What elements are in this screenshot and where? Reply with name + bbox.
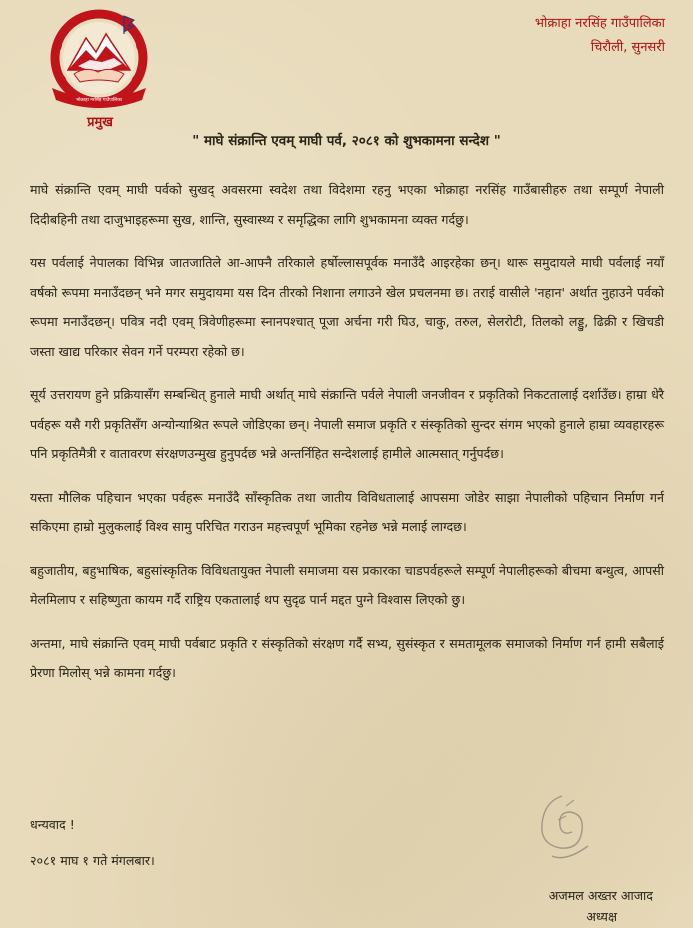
office-header (405, 12, 665, 60)
letter-body (30, 175, 664, 702)
svg-text:भोक्राहा नरसिंह गाउँपालिका: भोक्राहा नरसिंह गाउँपालिका (76, 98, 122, 103)
handwritten-signature-icon (522, 786, 602, 866)
signatory-block (453, 885, 653, 927)
office-location: चिरौली, सुनसरी (590, 40, 665, 55)
letter-date: २०८१ माघ १ गते मंगलबार। (30, 853, 155, 868)
paragraph: यस पर्वलाई नेपालका विभिन्न जातजातिले आ-आफ्नै तरिकाले हर्षोल्लासपूर्वक मनाउँदै आइरहेका छन्। थारू समुदायले माघी पर्वलाई नयाँ वर्षको रूपमा मनाउँदछन् भने मगर समुदायमा यस दिन तीरको निशाना लगाउने खेल प्रचलनमा छ। तराई वासीले 'नहान' अर्थात नुहाउने पर्वको रूपमा मनाउँदछन्। पवित्र नदी एवम् त्रिवेणीहरूमा स्नानपश्चात् पूजा अर्चना गरी घिउ, चाकु, तरुल, सेलरोटी, तिलको लड्डु, ढिक्री र खिचडी जस्ता खाद्य परिकार सेवन गर्ने परम्परा रहेको छ। (30, 255, 664, 359)
paragraph: माघे संक्रान्ति एवम् माघी पर्वको सुखद् अवसरमा स्वदेश तथा विदेशमा रहनु भएका भोक्राहा नरसिंह गाउँबासीहरु तथा सम्पूर्ण नेपाली दिदीबहिनी तथा दाजुभाइहरूमा सुख, शान्ति, सुस्वास्थ्य र समृद्धिका लागि शुभकामना व्यक्त गर्दछु। (30, 182, 664, 227)
office-name: भोक्राहा नरसिंह गाउँपालिका (534, 16, 665, 31)
paragraph: बहुजातीय, बहुभाषिक, बहुसांस्कृतिक विविधतायुक्त नेपाली समाजमा यस प्रकारका चाडपर्वहरूले सम्पूर्ण नेपालीहरूको बीचमा बन्धुत्व, आपसी मेलमिलाप र सहिष्णुता कायम गर्दै राष्ट्रिय एकतालाई थप सुदृढ पार्न मद्दत पुग्ने विश्वास लिएको छु। (30, 562, 664, 607)
signatory-name: अजमल अख्तर आजाद (548, 888, 653, 903)
paragraph: यस्ता मौलिक पहिचान भएका पर्वहरू मनाउँदै साँस्कृतिक तथा जातीय विविधतालाई आपसमा जोडेर साझा नेपालीको पहिचान निर्माण गर्न सकिएमा हाम्रो मुलुकलाई विश्व सामु परिचित गराउन महत्त्वपूर्ण भूमिका रहनेछ भन्ने मलाई लाग्दछ। (30, 489, 664, 534)
nepal-emblem-icon (38, 8, 160, 112)
page-title: " माघे संक्रान्ति एवम् माघी पर्व, २०८१ को शुभकामना सन्देश " (192, 133, 501, 149)
paragraph: सूर्य उत्तरायण हुने प्रक्रियासँग सम्बन्धित् हुनाले माघी अर्थात् माघे संक्रान्ति पर्वले नेपाली जनजीवन र प्रकृतिको निकटतालाई दर्शाउँछ। हाम्रा धेरै पर्वहरू यसै गरी प्रकृतिसँग अन्योन्याश्रित रूपले जोडिएका छन्। नेपाली समाज प्रकृति र संस्कृतिको सुन्दर संगम भएको हुनाले हाम्रा व्यवहारहरू पनि प्रकृतिमैत्री र वातावरण संरक्षणउन्मुख हुनुपर्दछ भन्ने अन्तर्निहित सन्देशलाई हामीले आत्मसात् गर्नुपर्दछ। (30, 387, 664, 461)
chief-label: प्रमुख (87, 115, 113, 130)
signatory-role: अध्यक्ष (586, 909, 617, 924)
closing-thanks: धन्यवाद ! (30, 817, 75, 832)
paragraph: अन्तमा, माघे संक्रान्ति एवम् माघी पर्वबाट प्रकृति र संस्कृतिको संरक्षण गर्दै सभ्य, सुसंस्कृत र समतामूलक समाजको निर्माण गर्न हामी सबैलाई प्रेरणा मिलोस् भन्ने कामना गर्दछु। (30, 635, 664, 680)
